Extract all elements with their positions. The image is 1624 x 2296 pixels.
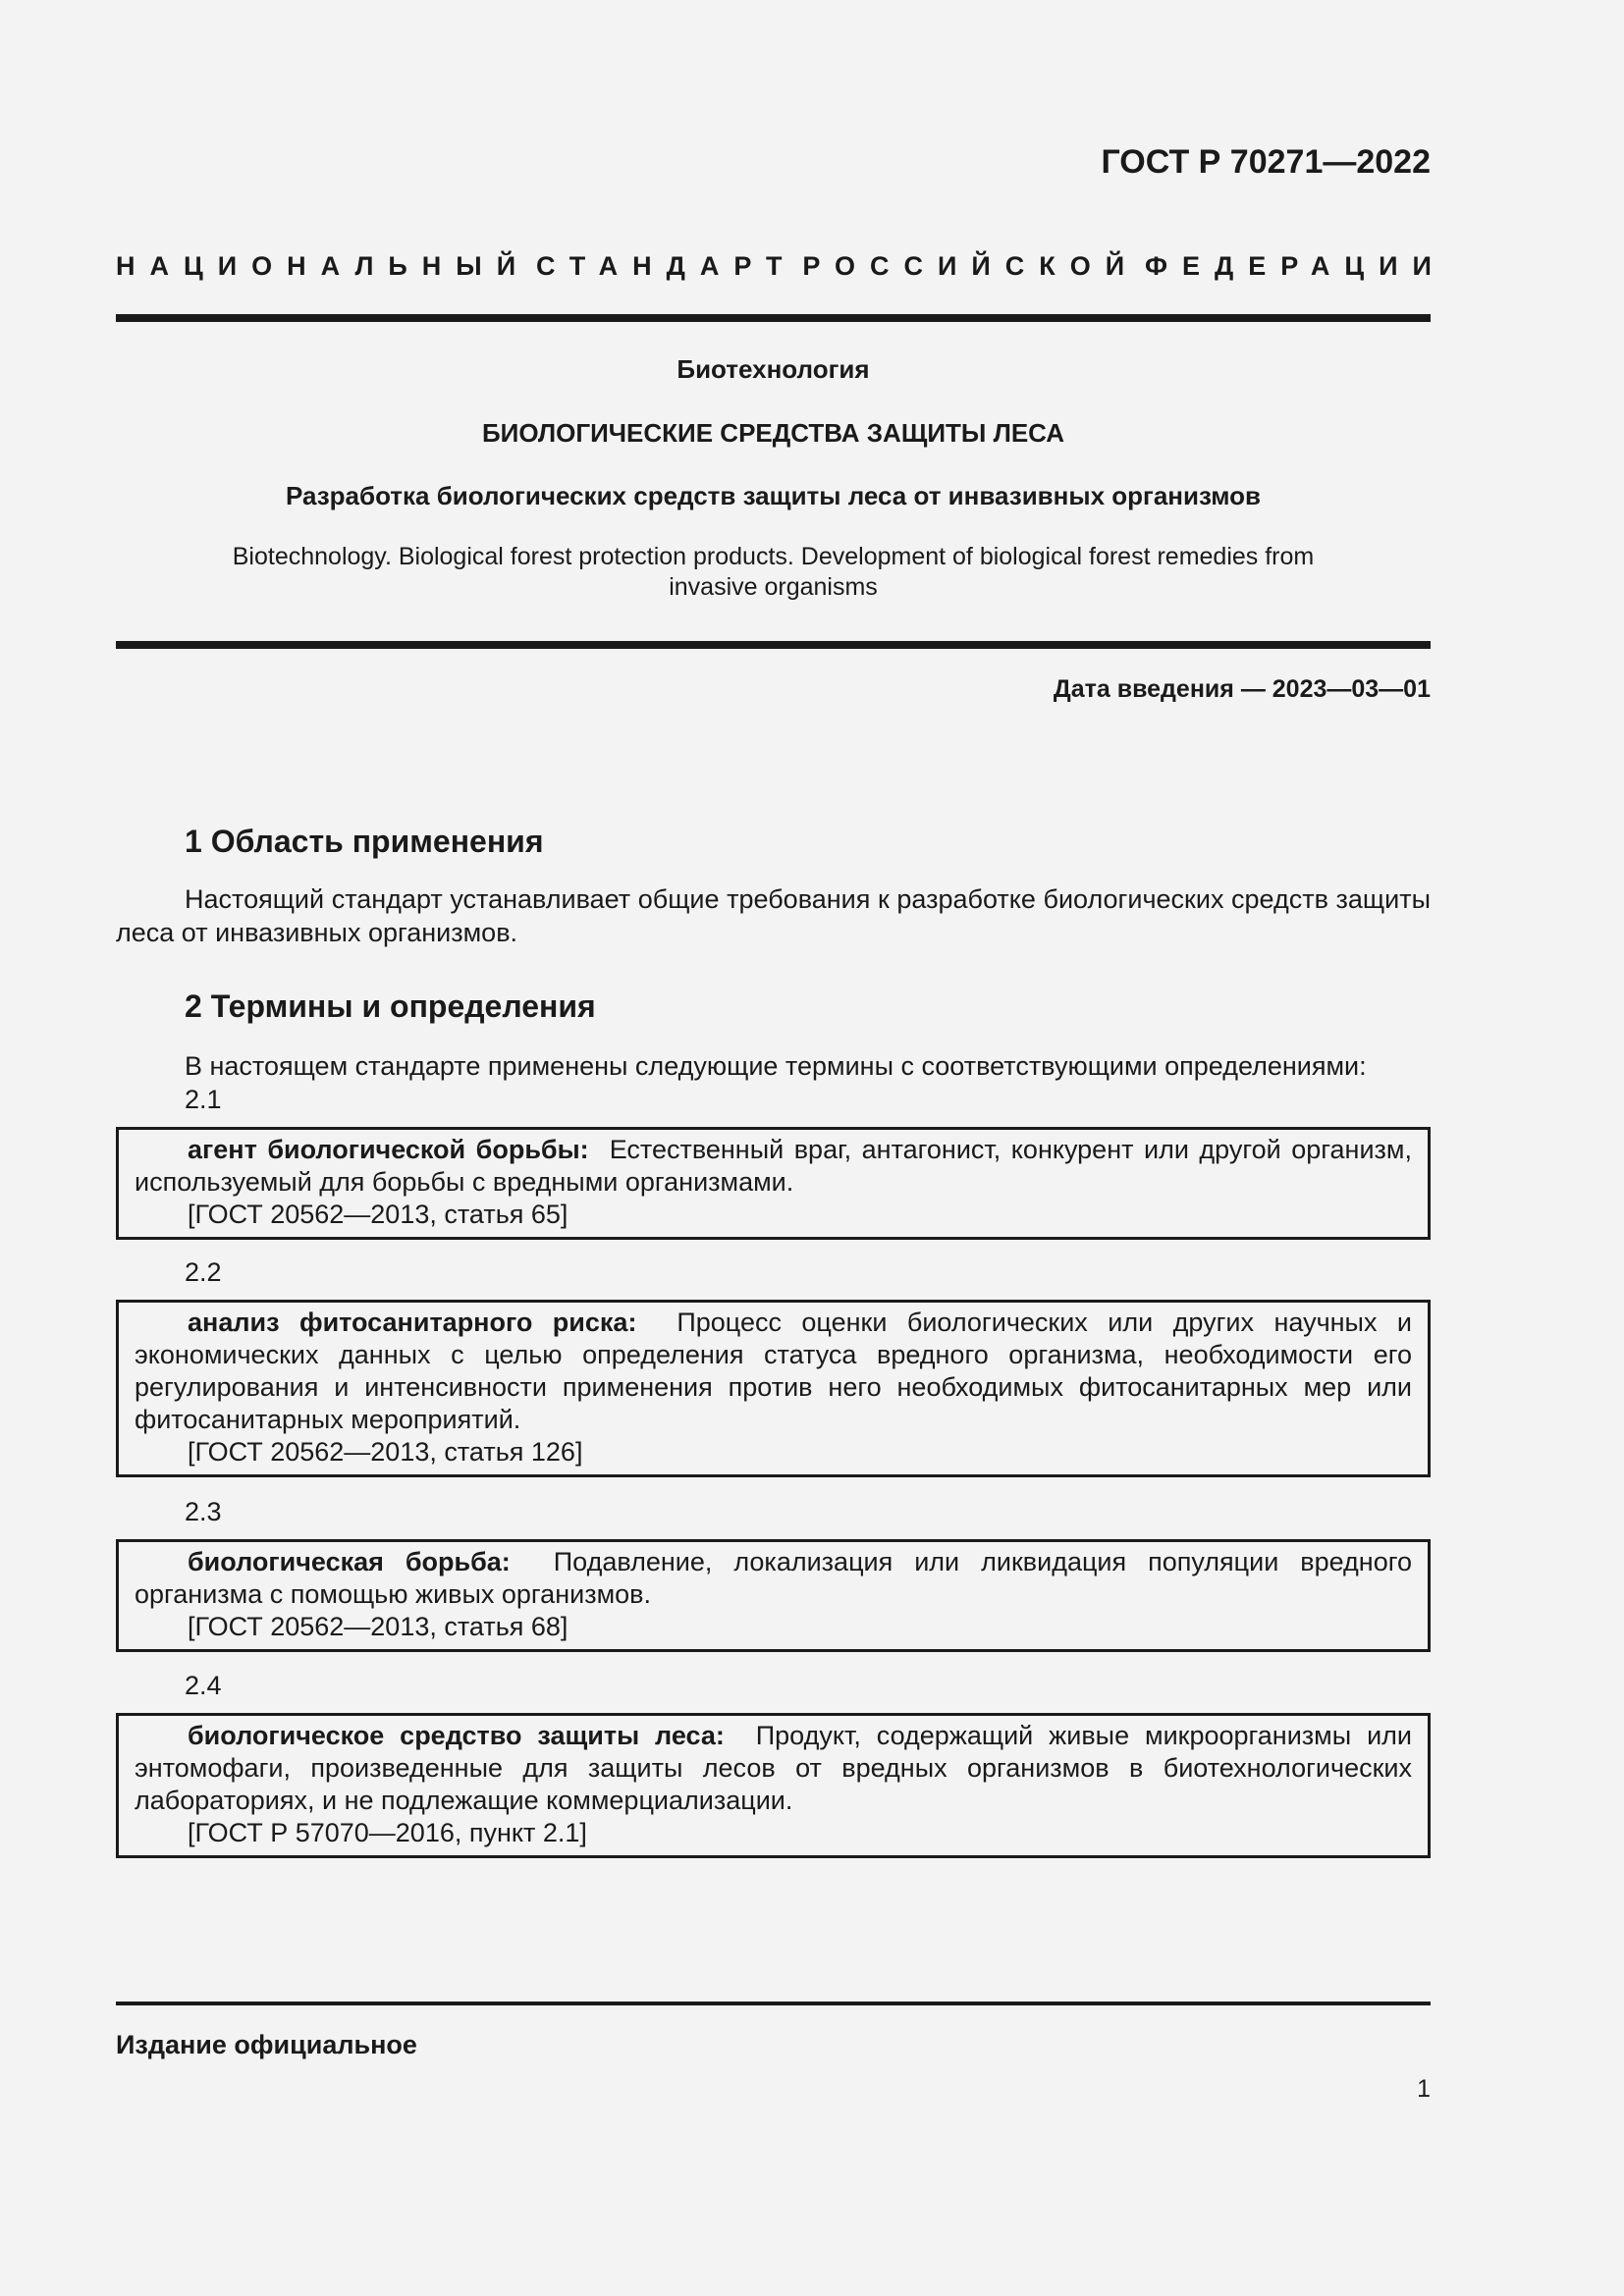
term-source: [ГОСТ Р 57070—2016, пункт 2.1] xyxy=(188,1818,587,1847)
term-box xyxy=(116,1713,1431,1858)
term-text: Подавление, локализация или ликвидация популяции вредного организма с помощью живых организмов. xyxy=(135,1547,1412,1609)
banner-word: СТАНДАРТ xyxy=(535,251,797,281)
term-definition xyxy=(135,1546,1412,1611)
term-number: 2.2 xyxy=(185,1257,222,1287)
term-definition xyxy=(135,1134,1412,1199)
introduction-date: Дата введения — 2023—03—01 xyxy=(1053,675,1431,703)
term-name: агент биологической борьбы: xyxy=(188,1135,589,1164)
term-number: 2.4 xyxy=(185,1671,222,1700)
term-name: биологическое средство защиты леса: xyxy=(188,1721,725,1750)
term-source: [ГОСТ 20562—2013, статья 68] xyxy=(188,1612,568,1641)
term-text: Процесс оценки биологических или других научных и экономических данных с целью определения статуса вредного организма, необходимости его регулирования и интенсивности применения против него необходимых фитосанитарных мер или фитосанитарных мероприятий. xyxy=(135,1308,1412,1434)
document-code: ГОСТ Р 70271—2022 xyxy=(1101,143,1431,181)
term-source: [ГОСТ 20562—2013, статья 65] xyxy=(188,1200,568,1229)
banner-word: РОССИЙСКОЙ xyxy=(802,251,1140,281)
page-number: 1 xyxy=(1417,2075,1431,2103)
term-text: Продукт, содержащий живые микроорганизмы или энтомофаги, произведенные для защиты лесов от вредных организмов в биотехнологических лабораториях, и не подлежащие коммерциализации. xyxy=(135,1721,1412,1815)
term-box xyxy=(116,1539,1431,1652)
term-box xyxy=(116,1127,1431,1240)
section-2-heading: 2 Термины и определения xyxy=(185,988,596,1024)
term-name: анализ фитосанитарного риска: xyxy=(188,1308,637,1337)
term-number: 2.1 xyxy=(185,1085,222,1114)
term-definition xyxy=(135,1720,1412,1817)
term-number: 2.3 xyxy=(185,1497,222,1526)
banner-word: НАЦИОНАЛЬНЫЙ xyxy=(116,251,531,281)
section-1-heading: 1 Область применения xyxy=(185,824,544,859)
top-divider xyxy=(116,314,1431,322)
sub-title: Разработка биологических средств защиты леса от инвазивных организмов xyxy=(285,481,1262,510)
section-1-text: Настоящий стандарт устанавливает общие требования к разработке биологических средств защиты леса от инвазивных организмов. xyxy=(116,884,1431,947)
title-divider xyxy=(116,641,1431,649)
term-source: [ГОСТ 20562—2013, статья 126] xyxy=(188,1437,583,1467)
field-title: Биотехнология xyxy=(677,354,870,384)
term-box xyxy=(116,1300,1431,1477)
banner-word: ФЕДЕРАЦИИ xyxy=(1145,251,1446,281)
section-2-intro: В настоящем стандарте применены следующие термины с соответствующими определениями: xyxy=(185,1051,1367,1081)
term-name: биологическая борьба: xyxy=(188,1547,511,1576)
term-definition xyxy=(135,1307,1412,1436)
national-standard-banner xyxy=(116,251,1446,282)
english-title xyxy=(116,542,1431,603)
english-title-line: invasive organisms xyxy=(669,573,878,601)
footer-divider xyxy=(116,2002,1431,2005)
english-title-line: Biotechnology. Biological forest protection products. Development of biological forest remedies from xyxy=(232,543,1315,570)
term-text: Естественный враг, антагонист, конкурент или другой организм, используемый для борьбы с вредными организмами. xyxy=(135,1135,1412,1197)
official-edition-label: Издание официальное xyxy=(116,2030,417,2059)
main-title: БИОЛОГИЧЕСКИЕ СРЕДСТВА ЗАЩИТЫ ЛЕСА xyxy=(481,418,1065,448)
